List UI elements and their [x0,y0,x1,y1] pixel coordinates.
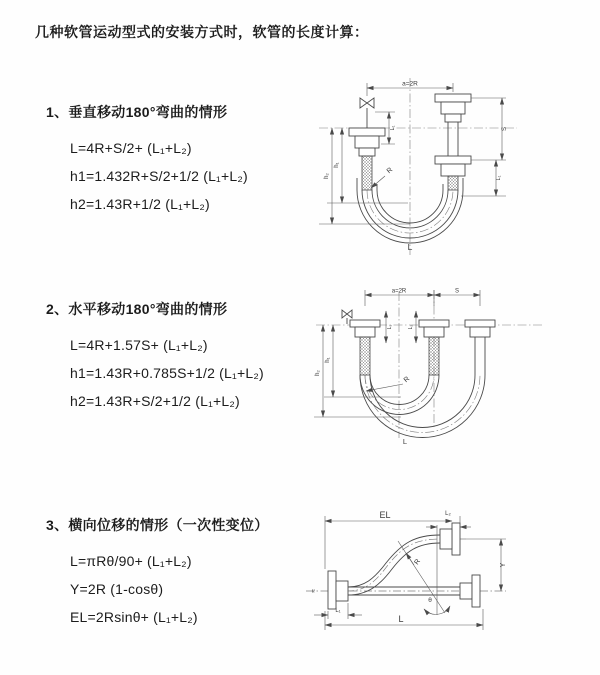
pipe-lines [448,122,458,156]
left-flange-connector [328,571,348,609]
dim-label-a2r: a=2R [391,288,407,295]
hex-nut-lower [441,164,465,176]
centerlines [319,78,517,255]
dim-label-h2: h₂ [315,370,321,376]
section-2-formulas [70,331,316,415]
leader-arrow [371,176,385,188]
leader-arrow [406,553,414,565]
dimension-l [325,609,483,630]
hose-arc-extended-outer [360,375,485,438]
ferrule [359,148,375,156]
pipe-lines [475,337,485,375]
hose-curve-upper-edge [348,535,440,587]
formula-line: L=4R+1.57S+ (L₁+L₂) [70,337,208,353]
flange [350,320,380,327]
formula-line: Y=2R (1-cosθ) [70,581,164,597]
valve-triangle [342,310,347,318]
flange-plate [472,575,480,607]
section-3 [46,515,316,631]
dim-label-l2: L₂ [445,511,451,517]
dim-label-l2: L₂ [408,324,414,330]
section-1 [46,102,316,218]
diagram-horizontal-180 [308,280,598,455]
radius-callout [406,553,422,566]
dim-label-l1: L₁ [390,125,396,131]
valve-triangle [360,98,367,108]
pipe-break-symbol: ≈ [309,589,316,593]
section-3-heading: 3、横向位移的情形（一次性变位） [46,517,269,533]
dim-label-l: L [398,614,404,624]
flange [349,128,385,136]
section-1-formulas [70,134,316,218]
dim-label-s: S [502,126,508,132]
hose-arcs [360,375,485,438]
hub [460,583,472,599]
extension-lines [365,290,480,306]
hub [440,529,452,549]
hub [336,581,348,601]
hex-nut [355,327,375,337]
hose-arc-compressed-inner [370,375,429,405]
diagram-vertical-180 [305,72,595,267]
page-title: 几种软管运动型式的安装方式时，软管的长度计算： [35,24,369,40]
dimension-h2 [314,325,401,417]
angle-label: θ [428,597,432,604]
flange [465,320,495,327]
dimension-l1-right [461,160,506,196]
length-label: L [407,242,413,252]
dim-label-l1: L₁ [335,608,341,614]
section-1-heading: 1、垂直移动180°弯曲的情形 [46,104,228,120]
dimension-l2 [408,311,416,343]
radius-label: R [413,558,423,567]
flange-lower [435,156,471,164]
formula-line: L=πRθ/90+ (L₁+L₂) [70,553,192,569]
flange-plate [328,571,336,609]
dimension-l1 [314,603,362,619]
diagram-2-svg [308,280,598,450]
section-3-formulas [70,547,316,631]
dim-label-y: Y [500,562,507,568]
dim-label-l1: L₁ [496,175,502,181]
upper-flange-connector [440,523,460,555]
radius-reference-line [398,541,445,613]
diagram-1-svg [305,72,595,262]
valve-triangle [367,98,374,108]
flange [419,320,449,327]
dimension-s [434,289,480,296]
flange-plate [452,523,460,555]
valve-icon [360,98,374,128]
dim-label-el: EL [379,510,391,520]
flange [435,94,471,102]
dim-label-h1: h₁ [334,162,340,168]
ferrule [445,114,461,122]
middle-connector [419,320,449,375]
braided-hose-section [448,176,458,190]
right-connector [435,94,471,190]
hose-centerline-arc [367,190,453,233]
formula-line: h1=1.43R+0.785S+1/2 (L₁+L₂) [70,365,264,381]
hex-nut [441,102,465,114]
section-2 [46,299,316,415]
length-label: L [402,437,408,446]
braided-hose-section [429,337,439,375]
extension-lines [471,98,506,160]
dim-label-s: S [454,288,460,295]
dimension-l1 [386,311,393,343]
formula-line: h2=1.43R+1/2 (L₁+L₂) [70,196,210,212]
formula-line: L=4R+S/2+ (L₁+L₂) [70,140,192,156]
dim-label-h2: h₂ [324,173,330,179]
section-2-heading: 2、水平移动180°弯曲的情形 [46,301,228,317]
formula-line: h1=1.432R+S/2+1/2 (L₁+L₂) [70,168,248,184]
radius-label: R [402,375,412,385]
hose-arc-compressed-outer [360,375,439,415]
left-connector [350,320,380,375]
dim-label-h1: h₁ [325,357,331,363]
diagram-3-svg [300,503,600,663]
dimension-l2 [426,511,471,527]
dim-label-a2r: a=2R [402,80,418,88]
right-connector [465,320,495,375]
valve-triangle [347,310,352,318]
hose-centerline-arc [365,375,480,432]
hex-nut [470,327,490,337]
dimension-s [471,98,508,160]
formula-line: EL=2Rsinθ+ (L₁+L₂) [70,609,198,625]
formula-line: h2=1.43R+S/2+1/2 (L₁+L₂) [70,393,240,409]
right-flange-connector [460,575,480,607]
dim-label-l1: L₁ [387,324,393,330]
hex-nut [424,327,444,337]
radius-callout [371,167,394,188]
dimension-a2r [365,289,480,307]
braided-hose-section [362,156,372,190]
diagram-lateral-displacement [300,503,600,668]
hex-nut [355,136,379,148]
extension-lines [325,609,483,630]
radius-label: R [385,166,395,176]
braided-hose-section [360,337,370,375]
